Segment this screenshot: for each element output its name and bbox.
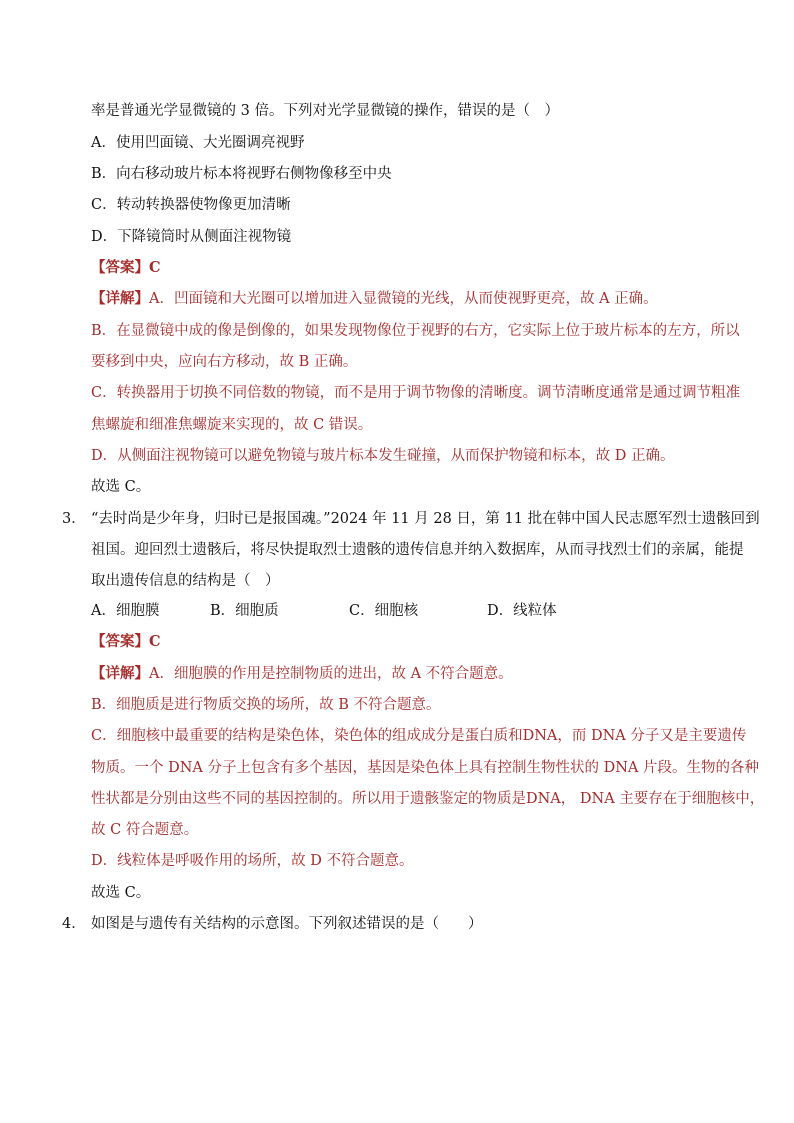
- q2-stem-tail: 率是普通光学显微镜的 3 倍。下列对光学显微镜的操作，错误的是（ ）: [91, 103, 559, 119]
- q3-conclusion: 故选 C。: [91, 885, 151, 901]
- q2-option-d: D．下降镜筒时从侧面注视物镜: [91, 229, 292, 245]
- q3-stem-line-1: “去时尚是少年身，归时已是报国魂。”2024 年 11 月 28 日，第 11 批在韩中国人民志愿军烈士遗骸回到: [91, 511, 760, 527]
- q2-detail-line-5: 焦螺旋和细准焦螺旋来实现的，故 C 错误。: [91, 417, 373, 433]
- q2-option-a: A．使用凹面镜、大光圈调亮视野: [91, 135, 305, 151]
- q2-detail-line-3: 要移到中央，应向右方移动，故 B 正确。: [91, 354, 358, 370]
- q3-detail-line-2: B．细胞质是进行物质交换的场所，故 B 不符合题意。: [91, 697, 441, 713]
- q3-option-a: A．细胞膜: [91, 603, 160, 619]
- q3-detail-line-6: 故 C 符合题意。: [91, 822, 199, 838]
- q3-option-c: C．细胞核: [349, 603, 419, 619]
- q2-detail-line-6: D．从侧面注视物镜可以避免物镜与玻片标本发生碰撞，从而保护物镜和标本，故 D 正确。: [91, 448, 675, 464]
- q2-conclusion: 故选 C。: [91, 479, 151, 495]
- q4-number: 4．: [62, 916, 86, 932]
- q3-detail-line-5: 性状都是分别由这些不同的基因控制的。所以用于遗骸鉴定的物质是DNA， DNA 主要存在于细胞核中，: [91, 791, 765, 807]
- answer-value: C: [149, 633, 161, 650]
- q2-detail-line-4: C．转换器用于切换不同倍数的物镜，而不是用于调节物像的清晰度。调节清晰度通常是通过调节粗准: [91, 385, 741, 401]
- q4-stem: 如图是与遗传有关结构的示意图。下列叙述错误的是（ ）: [91, 916, 483, 932]
- q3-answer: [91, 632, 161, 652]
- q3-option-b: B．细胞质: [210, 603, 279, 619]
- q2-option-c: C．转动转换器使物像更加清晰: [91, 197, 291, 213]
- q3-option-d: D．线粒体: [487, 603, 557, 619]
- answer-value: C: [149, 259, 161, 276]
- answer-label: 【答案】: [91, 259, 149, 276]
- detail-text: A．细胞膜的作用是控制物质的进出，故 A 不符合题意。: [149, 666, 513, 682]
- detail-text: A．凹面镜和大光圈可以增加进入显微镜的光线，从而使视野更亮，故 A 正确。: [149, 291, 658, 307]
- q2-option-b: B．向右移动玻片标本将视野右侧物像移至中央: [91, 166, 392, 182]
- q3-detail-line-3: C．细胞核中最重要的结构是染色体，染色体的组成成分是蛋白质和DNA，而 DNA 分子又是主要遗传: [91, 728, 747, 744]
- answer-label: 【答案】: [91, 633, 149, 650]
- q3-number: 3．: [62, 511, 86, 527]
- q2-detail-line-2: B．在显微镜中成的像是倒像的，如果发现物像位于视野的右方，它实际上位于玻片标本的左方，所以: [91, 323, 740, 339]
- detail-label: 【详解】: [91, 665, 149, 682]
- q2-detail-line-1: [91, 289, 658, 309]
- q3-stem-line-3: 取出遗传信息的结构是（ ）: [91, 573, 280, 589]
- q2-answer: [91, 258, 161, 278]
- q3-detail-line-4: 物质。一个 DNA 分子上包含有多个基因，基因是染色体上具有控制生物性状的 DNA 片段。生物的各种: [91, 760, 760, 776]
- q3-detail-line-1: [91, 664, 513, 684]
- q3-detail-line-7: D．线粒体是呼吸作用的场所，故 D 不符合题意。: [91, 853, 414, 869]
- q3-stem-line-2: 祖国。迎回烈士遗骸后，将尽快提取烈士遗骸的遗传信息并纳入数据库，从而寻找烈士们的亲属，能提: [91, 542, 744, 558]
- detail-label: 【详解】: [91, 290, 149, 307]
